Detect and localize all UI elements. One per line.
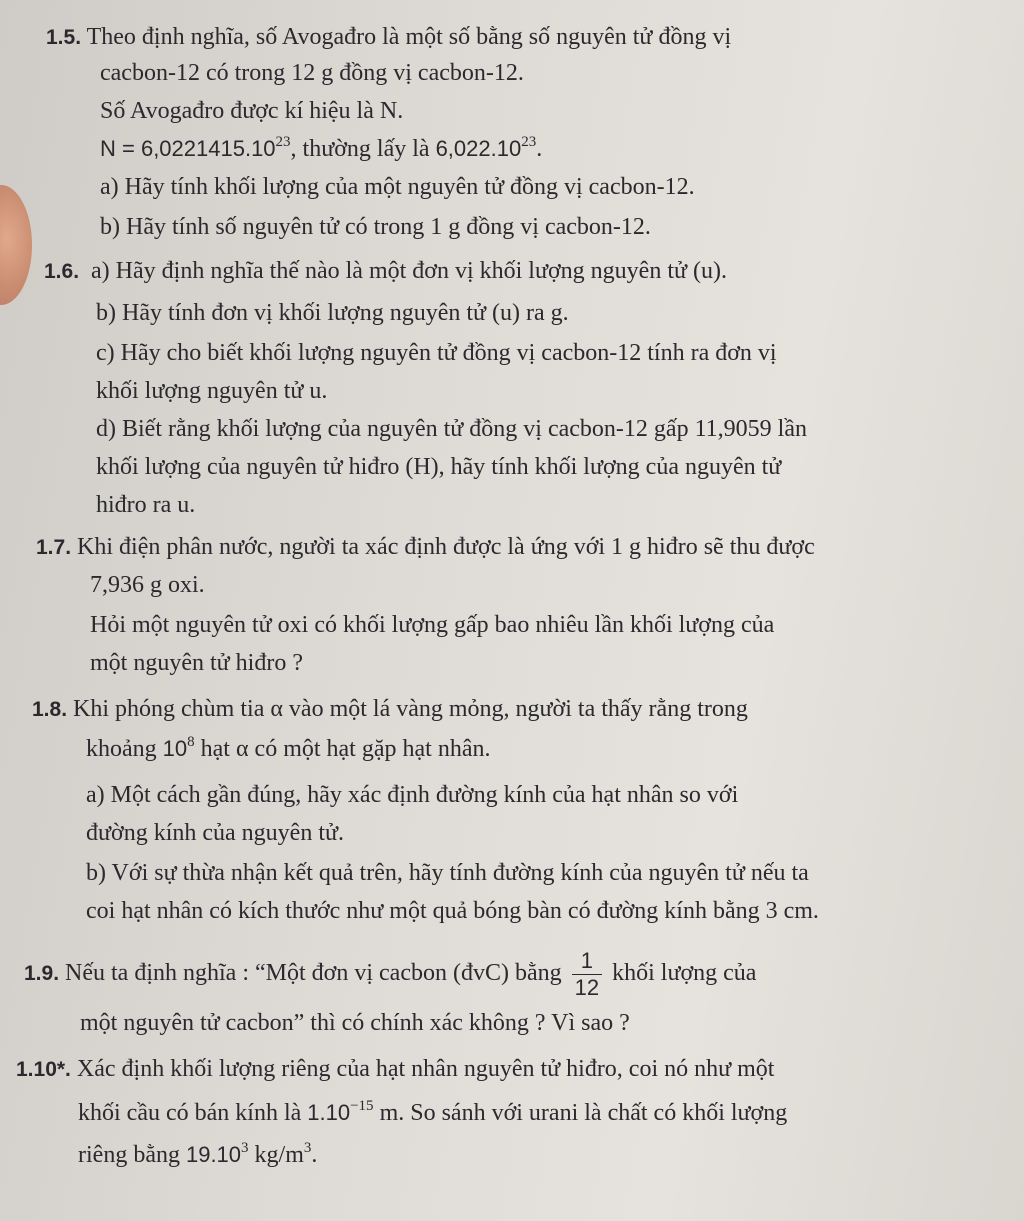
problem-1-8-a-2: đường kính của nguyên tử. [86,820,344,846]
text: khối lượng của [612,960,757,987]
text: khoảng [86,736,163,762]
problem-1-6-a [44,256,727,287]
problem-number: 1.5. [46,26,82,49]
problem-1-5-line-1 [46,22,731,53]
problem-1-5-line-3: Số Avogađro được kí hiệu là N. [100,98,404,124]
problem-1-9-line-1 [24,948,756,1001]
problem-1-7-line-2: 7,936 g oxi. [90,572,205,598]
text: Theo định nghĩa, số Avogađro là một số bằng số nguyên tử đồng vị [86,24,732,50]
problem-1-5-b: b) Hãy tính số nguyên tử có trong 1 g đồng vị cacbon-12. [100,214,651,240]
text: Khi phóng chùm tia α vào một lá vàng mỏng, người ta thấy rằng trong [73,696,748,722]
exponent: 8 [187,734,195,750]
problem-1-5-line-2: cacbon-12 có trong 12 g đồng vị cacbon-12. [100,60,524,86]
problem-1-6-d-2: khối lượng của nguyên tử hiđro (H), hãy tính khối lượng của nguyên tử [96,454,782,480]
power-base: 1.10 [307,1100,351,1125]
text: Nếu ta định nghĩa : “Một đơn vị cacbon (đvC) bằng [65,960,562,987]
problem-number: 1.8. [32,698,68,721]
problem-1-6-d-3: hiđro ra u. [96,492,196,518]
problem-1-5-a: a) Hãy tính khối lượng của một nguyên tử đồng vị cacbon-12. [100,174,695,200]
problem-1-6-b: b) Hãy tính đơn vị khối lượng nguyên tử (u) ra g. [96,300,569,326]
text: . [311,1142,318,1168]
text: m. So sánh với urani là chất có khối lượng [373,1100,788,1126]
exponent: 3 [303,1140,312,1156]
problem-1-7-line-4: một nguyên tử hiđro ? [90,650,303,676]
exponent: 23 [275,134,291,150]
problem-1-6-c-1: c) Hãy cho biết khối lượng nguyên tử đồng vị cacbon-12 tính ra đơn vị [96,340,777,366]
problem-number: 1.6. [44,260,80,283]
problem-1-8-line-1 [32,694,748,725]
problem-1-6-c-2: khối lượng nguyên tử u. [96,378,328,404]
unit: kg/m [248,1142,304,1168]
problem-1-8-line-2 [86,734,490,764]
problem-1-6-d-1: d) Biết rằng khối lượng của nguyên tử đồng vị cacbon-12 gấp 11,9059 lần [96,416,807,442]
problem-1-5-formula [100,134,542,164]
text: riêng bằng [78,1142,186,1168]
problem-1-8-b-2: coi hạt nhân có kích thước như một quả bóng bàn có đường kính bằng 3 cm. [86,898,819,924]
formula-n: N = 6,0221415.10 [100,136,276,161]
text: khối cầu có bán kính là [78,1100,308,1126]
text: . [536,136,543,162]
problem-number: 1.7. [36,536,72,559]
exponent: −15 [350,1098,374,1114]
fraction-one-twelfth [572,948,602,1001]
problem-number: 1.9. [24,962,60,986]
power-base: 10 [162,736,188,761]
exponent: 23 [521,134,537,150]
problem-1-10-line-1 [16,1054,774,1085]
problem-1-7-line-1 [36,532,815,563]
text: , thường lấy là [290,136,436,162]
exponent: 3 [241,1140,249,1156]
text: a) Hãy định nghĩa thế nào là một đơn vị khối lượng nguyên tử (u). [91,258,727,284]
text: Xác định khối lượng riêng của hạt nhân nguyên tử hiđro, coi nó như một [76,1056,775,1082]
problem-1-8-a-1: a) Một cách gần đúng, hãy xác định đường kính của hạt nhân so với [86,782,739,808]
text: Khi điện phân nước, người ta xác định được là ứng với 1 g hiđro sẽ thu được [77,534,815,560]
fraction-numerator: 1 [572,948,602,975]
text: hạt α có một hạt gặp hạt nhân. [194,736,491,762]
finger-thumb [0,185,32,305]
problem-1-8-b-1: b) Với sự thừa nhận kết quả trên, hãy tính đường kính của nguyên tử nếu ta [86,860,809,886]
power-base: 19.10 [185,1142,242,1167]
problem-1-10-line-3 [78,1140,317,1170]
problem-1-10-line-2 [78,1098,787,1128]
problem-1-9-line-2: một nguyên tử cacbon” thì có chính xác không ? Vì sao ? [80,1010,630,1036]
formula-value: 6,022.10 [435,136,522,161]
fraction-denominator: 12 [574,975,600,1000]
problem-number: 1.10*. [16,1058,71,1081]
problem-1-7-line-3: Hỏi một nguyên tử oxi có khối lượng gấp bao nhiêu lần khối lượng của [90,612,775,638]
